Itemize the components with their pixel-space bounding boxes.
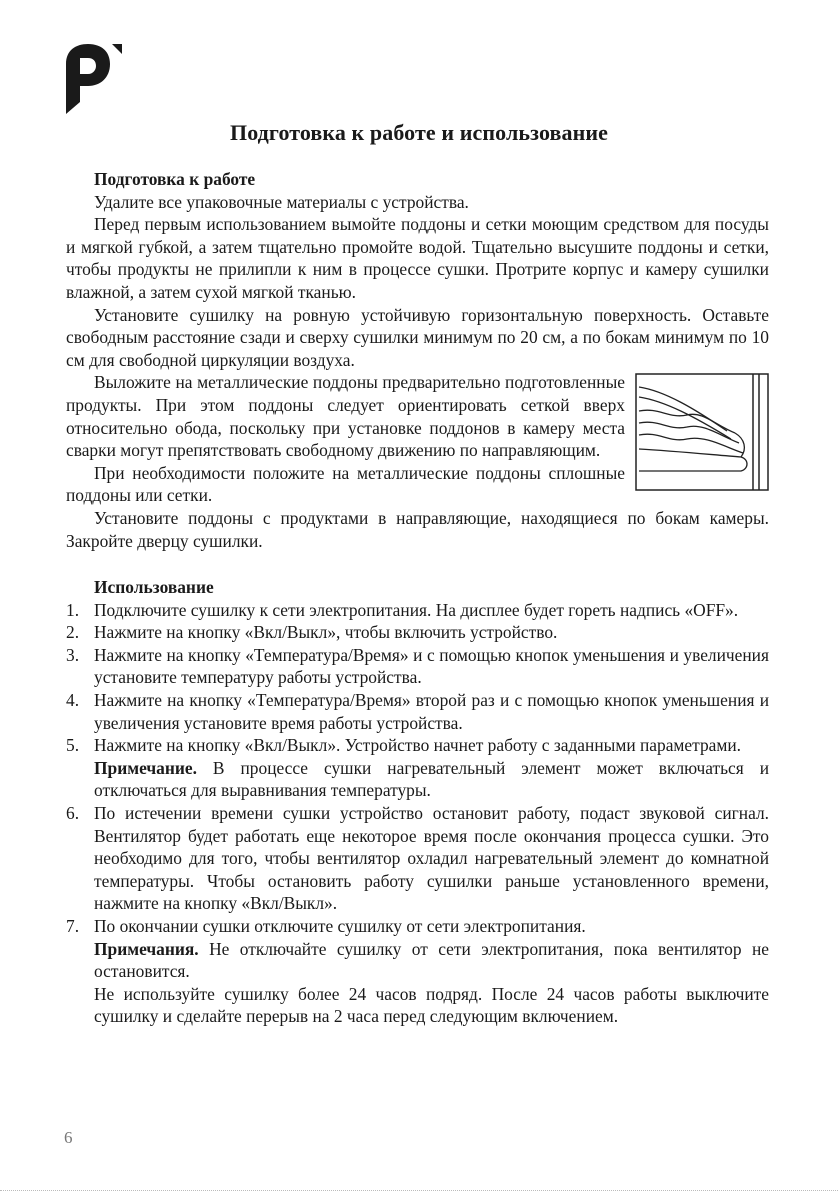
step-number: 7. xyxy=(66,916,80,936)
step-number: 6. xyxy=(66,803,80,824)
prep-paragraph-5: При необходимости положите на металлические поддоны сплошные поддоны или сетки. xyxy=(66,462,625,506)
prep-paragraph-2: Перед первым использованием вымойте поддоны и сетки моющим средством для посуды и мягкой губкой, а затем тщательно промойте водой. Тщательно высушите поддоны и сетки, чтобы продукты не прилипли к ним в процессе сушки. Протрите корпус и камеру сушилки влажной, а затем сухой мягкой тканью. xyxy=(66,214,769,302)
page-content xyxy=(66,168,769,1028)
step-number: 4. xyxy=(66,690,80,711)
page-title: Подготовка к работе и использование xyxy=(230,120,608,145)
note-step-7-extra: Не используйте сушилку более 24 часов подряд. После 24 часов работы выключите сушилку и сделайте перерыв на 2 часа перед следующим включением. xyxy=(94,983,769,1027)
list-item xyxy=(66,802,769,915)
note-label: Примечание. xyxy=(94,757,197,778)
usage-steps-list xyxy=(66,599,769,757)
step-text: Нажмите на кнопку «Вкл/Выкл», чтобы включить устройство. xyxy=(94,622,558,643)
brand-logo-icon xyxy=(62,40,126,114)
prep-heading: Подготовка к работе xyxy=(94,169,256,189)
note-step-5 xyxy=(66,757,769,802)
list-item xyxy=(66,734,769,757)
prep-paragraph-1: Удалите все упаковочные материалы с устройства. xyxy=(94,191,469,212)
step-number: 5. xyxy=(66,735,80,756)
usage-heading: Использование xyxy=(94,577,214,598)
note-step-7 xyxy=(66,938,769,983)
step-number: 3. xyxy=(66,644,80,665)
tray-illustration-icon xyxy=(635,373,769,491)
step-number: 1. xyxy=(66,599,80,620)
step-text: Нажмите на кнопку «Температура/Время» и с помощью кнопок уменьшения и увеличения установите температуру работы устройства. xyxy=(94,644,769,688)
list-item xyxy=(66,915,769,938)
list-item xyxy=(66,689,769,734)
page-number: 6 xyxy=(64,1128,73,1147)
note-text: Не отключайте сушилку от сети электропитания, пока вентилятор не остановится. xyxy=(94,938,769,982)
note-text: В процессе сушки нагревательный элемент может включаться и отключаться для выравнивания температуры. xyxy=(94,757,769,801)
step-text: Нажмите на кнопку «Вкл/Выкл». Устройство начнет работу с заданными параметрами. xyxy=(94,735,742,756)
prep-paragraph-4: Выложите на металлические поддоны предварительно подготовленные продукты. При этом поддоны следует ориентировать сеткой вверх относительно обода, поскольку при установке поддонов в камеру места сварки могут препятствовать свободному движению по направляющим. xyxy=(66,372,625,461)
prep-paragraph-3: Установите сушилку на ровную устойчивую горизонтальную поверхность. Оставьте свободным расстояние сзади и сверху сушилки минимум по 20 см, а по бокам минимум по 10 см для свободной циркуляции воздуха. xyxy=(66,304,769,370)
list-item xyxy=(66,599,769,622)
step-text: По окончании сушки отключите сушилку от сети электропитания. xyxy=(94,916,586,936)
list-item xyxy=(66,621,769,644)
prep-paragraph-6: Установите поддоны с продуктами в направляющие, находящиеся по бокам камеры. Закройте дверцу сушилки. xyxy=(66,507,769,551)
list-item xyxy=(66,644,769,689)
step-text: Подключите сушилку к сети электропитания. На дисплее будет гореть надпись «OFF». xyxy=(94,599,739,620)
step-text: По истечении времени сушки устройство остановит работу, подаст звуковой сигнал. Вентилятор будет работать еще некоторое время после окончания процесса сушки. Это необходимо для того, чтобы вентилятор охладил нагревательный элемент до комнатной температуры. Чтобы остановить работу сушилки раньше установленного времени, нажмите на кнопку «Вкл/Выкл». xyxy=(94,803,769,914)
usage-steps-list-continued xyxy=(66,802,769,938)
step-text: Нажмите на кнопку «Температура/Время» второй раз и с помощью кнопок уменьшения и увеличения установите время работы устройства. xyxy=(94,690,769,733)
bottom-divider xyxy=(0,1190,838,1191)
step-number: 2. xyxy=(66,622,80,643)
note-label: Примечания. xyxy=(94,938,199,959)
